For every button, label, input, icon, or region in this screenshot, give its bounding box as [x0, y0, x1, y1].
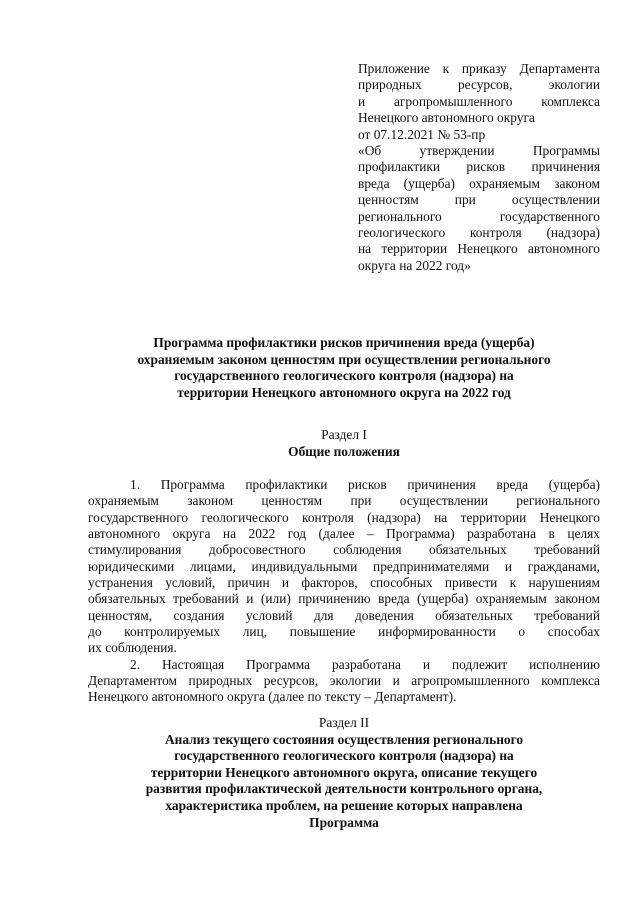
section-number: Раздел II	[318, 715, 370, 730]
paragraph-line: 2. Настоящая Программа разработана и подлежит исполнению	[130, 656, 600, 672]
title-line: территории Ненецкого автономного округа на 2022 год	[177, 384, 511, 400]
paragraph-line: автономного округа на 2022 год (далее – Программа) разработана в целях	[88, 526, 600, 542]
appendix-line: округа на 2022 год»	[358, 257, 471, 273]
section-heading-line: территории Ненецкого автономного округа, описание текущего	[150, 764, 538, 780]
paragraph-line: Департаментом природных ресурсов, экологии и агропромышленного комплекса	[88, 673, 600, 689]
title-line: государственного геологического контроля (надзора) на	[174, 368, 514, 384]
paragraph-line: юридическими лицами, индивидуальными предпринимателями и гражданами,	[88, 558, 600, 574]
title-line: охраняемым законом ценностям при осуществлении регионального	[137, 351, 551, 367]
paragraph-2	[88, 657, 600, 706]
appendix-line: Приложение к приказу Департамента	[358, 61, 600, 76]
section-1-body	[88, 477, 600, 706]
appendix-line: Ненецкого автономного округа	[358, 110, 535, 126]
section-2-header	[88, 715, 600, 831]
paragraph-line: устранения условий, причин и факторов, способных привести к нарушениям	[88, 575, 600, 591]
paragraph-line: Ненецкого автономного округа (далее по тексту – Департамент).	[88, 689, 457, 705]
section-heading-line: характеристика проблем, на решение которых направлена	[165, 797, 523, 813]
section-heading: Общие положения	[288, 443, 400, 459]
paragraph-line: ценностям, создания условий для доведения обязательных требований	[88, 607, 600, 623]
appendix-line: и агропромышленного комплекса	[358, 93, 600, 109]
section-heading-line: Анализ текущего состояния осуществления регионального	[164, 731, 524, 747]
document-title	[88, 335, 600, 401]
appendix-line: от 07.12.2021 № 53-пр	[358, 126, 486, 142]
appendix-line: вреда (ущерба) охраняемым законом	[358, 175, 600, 191]
appendix-line: ценностям при осуществлении	[358, 192, 600, 208]
appendix-line: регионального государственного	[358, 208, 600, 224]
section-heading-line: Программа	[309, 814, 379, 830]
section-1-header	[88, 427, 600, 460]
paragraph-line: стимулирования добросовестного соблюдения обязательных требований	[88, 542, 600, 558]
paragraph-line: охраняемым законом ценностям при осуществлении регионального	[88, 493, 600, 509]
appendix-line: природных ресурсов, экологии	[358, 77, 600, 93]
paragraph-line: государственного геологического контроля (надзора) на территории Ненецкого	[88, 509, 600, 525]
section-heading-line: государственного геологического контроля (надзора) на	[174, 748, 514, 764]
appendix-line: геологического контроля (надзора)	[358, 225, 600, 241]
paragraph-line: их соблюдения.	[88, 640, 177, 656]
title-line: Программа профилактики рисков причинения вреда (ущерба)	[153, 335, 535, 350]
appendix-line: «Об утверждении Программы	[358, 143, 600, 159]
paragraph-line: 1. Программа профилактики рисков причинения вреда (ущерба)	[130, 477, 600, 492]
appendix-block	[358, 61, 600, 274]
appendix-line: на территории Ненецкого автономного	[358, 241, 600, 257]
section-number: Раздел I	[321, 427, 367, 442]
paragraph-line: до контролируемых лиц, повышение информированности о способах	[88, 624, 600, 640]
appendix-line: профилактики рисков причинения	[358, 159, 600, 175]
paragraph-1	[88, 477, 600, 657]
section-heading-line: развития профилактической деятельности контрольного органа,	[145, 781, 543, 797]
paragraph-line: обязательных требований и (или) причинению вреда (ущерба) охраняемым законом	[88, 591, 600, 607]
